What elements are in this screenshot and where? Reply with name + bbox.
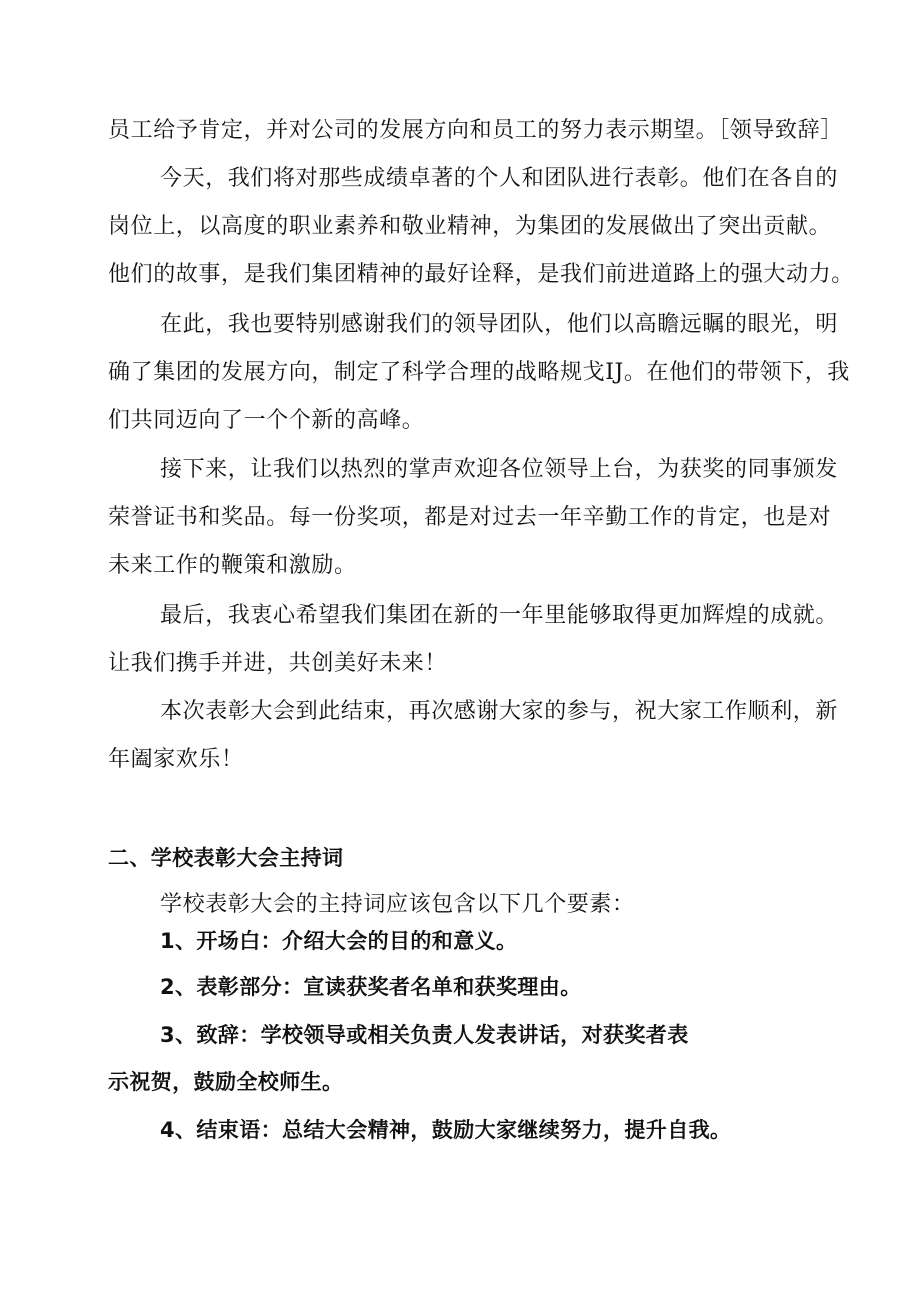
paragraph-line: 员工给予肯定，并对公司的发展方向和员工的努力表示期望。［领导致辞］ bbox=[108, 118, 843, 143]
paragraph-line: 最后，我衷心希望我们集团在新的一年里能够取得更加辉煌的成就。 bbox=[160, 603, 839, 628]
paragraph-line: 确了集团的发展方向，制定了科学合理的战略规戈IJ。在他们的带领下，我 bbox=[108, 360, 850, 385]
paragraph-line: 让我们携手并进，共创美好未来！ bbox=[108, 651, 448, 676]
paragraph-line: 在此，我也要特别感谢我们的领导团队，他们以高瞻远瞩的眼光，明 bbox=[160, 312, 839, 337]
paragraph-line: 本次表彰大会到此结束，再次感谢大家的参与，祝大家工作顺利，新 bbox=[160, 699, 839, 724]
paragraph-line: 今天，我们将对那些成绩卓著的个人和团队进行表彰。他们在各自的 bbox=[160, 166, 839, 191]
paragraph-line: 年阖家欢乐！ bbox=[108, 747, 244, 772]
paragraph-line: 接下来，让我们以热烈的掌声欢迎各位领导上台，为获奖的同事颁发 bbox=[160, 457, 839, 482]
section-heading: 二、学校表彰大会主持词 bbox=[108, 846, 344, 870]
list-item: 3、致辞：学校领导或相关负责人发表讲话，对获奖者表 bbox=[160, 1023, 689, 1047]
paragraph-line: 们共同迈向了一个个新的高峰。 bbox=[108, 408, 425, 433]
list-item: 2、表彰部分：宣读获奖者名单和获奖理由。 bbox=[160, 975, 582, 999]
list-item: 1、开场白：介绍大会的目的和意义。 bbox=[160, 929, 518, 953]
list-item: 4、结束语：总结大会精神，鼓励大家继续努力，提升自我。 bbox=[160, 1118, 732, 1142]
paragraph-line: 未来工作的鞭策和激励。 bbox=[108, 553, 357, 578]
paragraph-line: 他们的故事，是我们集团精神的最好诠释，是我们前进道路上的强大动力。 bbox=[108, 262, 854, 287]
paragraph-line: 荣誉证书和奖品。每一份奖项，都是对过去一年辛勤工作的肯定，也是对 bbox=[108, 505, 832, 530]
paragraph-line: 岗位上，以高度的职业素养和敬业精神，为集团的发展做出了突出贡献。 bbox=[108, 214, 832, 239]
list-item-continuation: 示祝贺，鼓励全校师生。 bbox=[108, 1070, 344, 1094]
section-intro: 学校表彰大会的主持词应该包含以下几个要素： bbox=[160, 892, 635, 917]
